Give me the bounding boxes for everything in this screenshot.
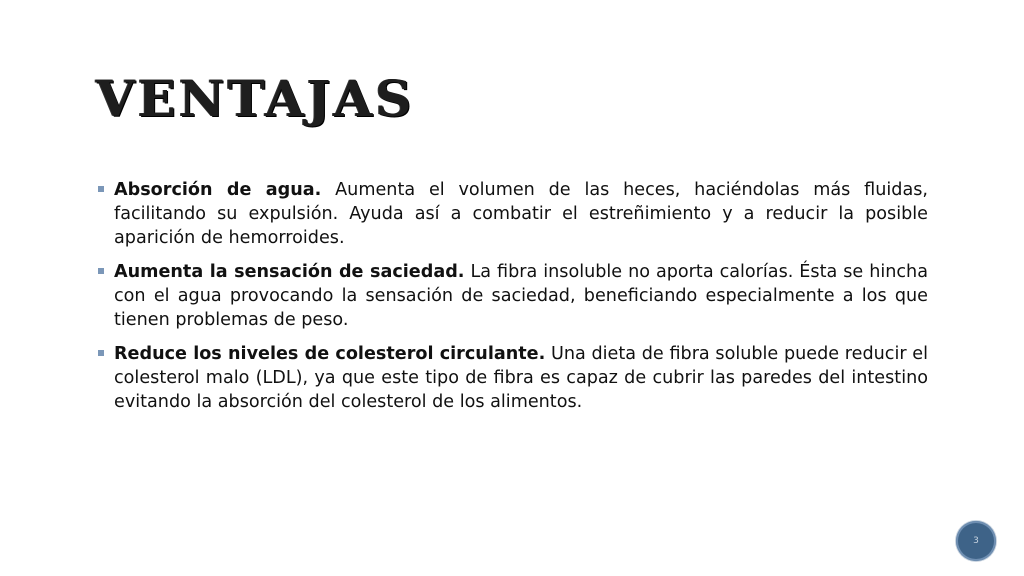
bullet-item — [96, 260, 928, 332]
bullet-lead: Reduce los niveles de colesterol circulante. — [114, 344, 546, 364]
page-number: 3 — [973, 536, 979, 546]
bullet-lead: Absorción de agua. — [114, 180, 322, 200]
square-bullet-icon — [98, 350, 104, 356]
slide-title: VENTAJAS — [96, 69, 415, 128]
bullet-list — [96, 178, 928, 424]
bullet-text: La fibra insoluble no aporta calorías. Ésta se hincha con el agua provocando la sensación de saciedad, beneficiando especialmente a los que tienen problemas de peso. — [114, 262, 928, 330]
bullet-text: Aumenta el volumen de las heces, haciéndolas más fluidas, facilitando su expulsión. Ayuda así a combatir el estreñimiento y a reducir la posible aparición de hemorroides. — [114, 180, 928, 248]
page-number-badge — [956, 521, 996, 561]
bullet-lead: Aumenta la sensación de saciedad. — [114, 262, 465, 282]
bullet-text: Una dieta de fibra soluble puede reducir el colesterol malo (LDL), ya que este tipo de fibra es capaz de cubrir las paredes del intestino evitando la absorción del colesterol de los alimentos. — [114, 344, 928, 412]
bullet-item — [96, 178, 928, 250]
square-bullet-icon — [98, 186, 104, 192]
square-bullet-icon — [98, 268, 104, 274]
bullet-item — [96, 342, 928, 414]
